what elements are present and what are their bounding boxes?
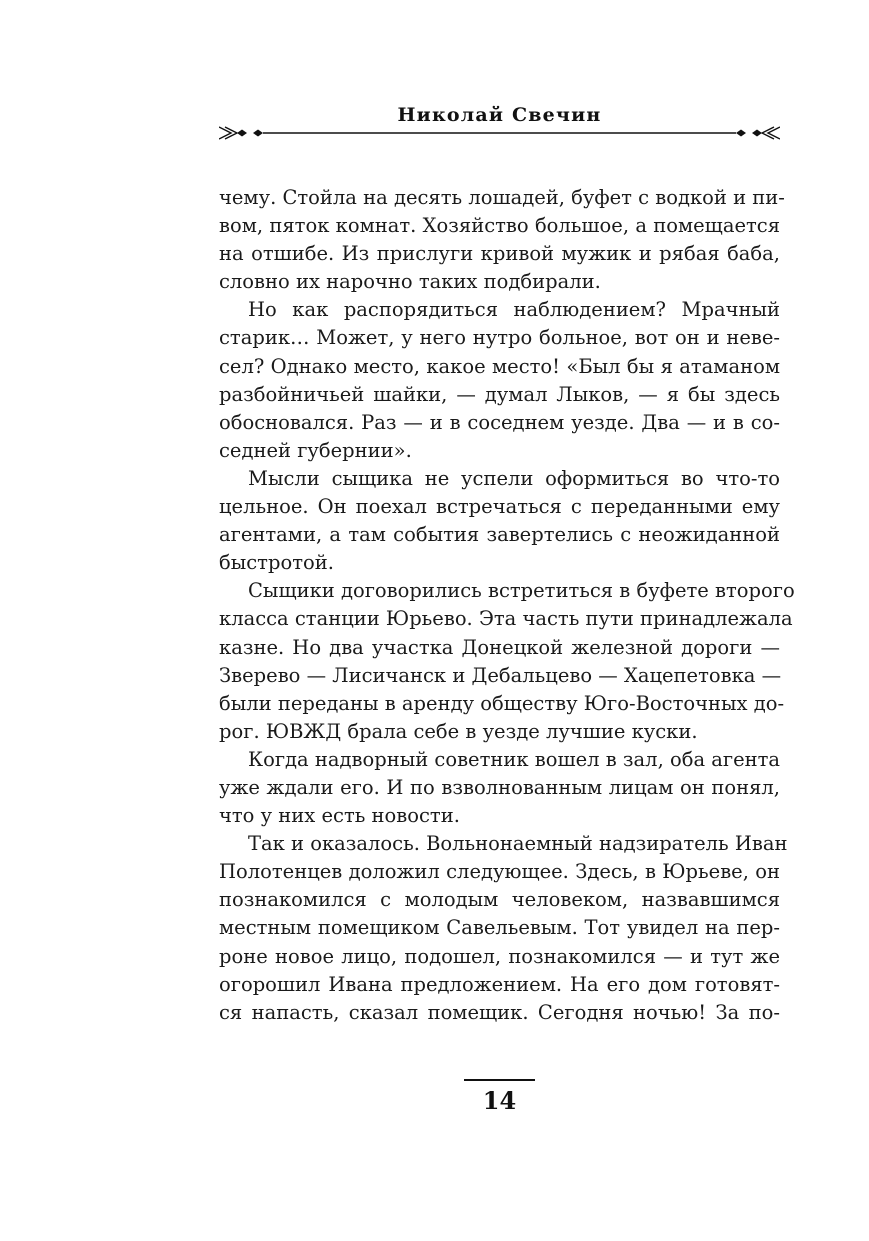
text-line: старик… Может, у него нутро больное, вот он и неве- [219, 326, 780, 350]
text-line: роне новое лицо, подошел, познакомился — и тут же [219, 944, 780, 968]
text-line: седней губернии». [219, 438, 412, 462]
paragraph [219, 830, 788, 1027]
ornament-left-diamond-icon [237, 130, 247, 137]
text-line: словно их нарочно таких подбирали. [219, 270, 601, 294]
body-text [219, 184, 795, 1027]
text-line: рог. ЮВЖД брала себе в уезде лучшие куски. [219, 719, 698, 743]
text-line: вом, пяток комнат. Хозяйство большое, а помещается [219, 214, 780, 238]
text-line: Так и оказалось. Вольнонаемный надзиратель Иван [248, 832, 788, 856]
text-line: казне. Но два участка Донецкой железной дороги — [219, 635, 780, 659]
page-number: 14 [482, 1086, 517, 1115]
ornament-left-diamond-icon [253, 130, 263, 137]
ornament-left-arrow-icon [219, 127, 237, 139]
text-line: Сыщики договорились встретиться в буфете второго [248, 579, 795, 603]
text-line: обосновался. Раз — и в соседнем уезде. Два — и в со- [219, 410, 780, 434]
ornament-right-diamond-icon [736, 130, 746, 137]
text-line: Когда надворный советник вошел в зал, оба агента [248, 747, 781, 771]
paragraph [219, 465, 780, 577]
text-line: цельное. Он поехал встречаться с переданными ему [219, 495, 780, 519]
text-line: были переданы в аренду обществу Юго-Восточных до- [219, 691, 785, 715]
folio-rule [464, 1079, 535, 1081]
header-ornament-rule [219, 122, 780, 144]
text-line: Мысли сыщика не успели оформиться во что-то [248, 466, 780, 490]
text-line: Но как распорядиться наблюдением? Мрачный [248, 298, 780, 322]
paragraph [219, 746, 780, 830]
text-line: Полотенцев доложил следующее. Здесь, в Юрьеве, он [219, 860, 780, 884]
text-line: что у них есть новости. [219, 804, 460, 828]
text-line: агентами, а там события завертелись с неожиданной [219, 523, 780, 547]
text-line: сел? Однако место, какое место! «Был бы я атаманом [219, 354, 780, 378]
text-line: разбойничьей шайки, — думал Лыков, — я бы здесь [219, 382, 780, 406]
running-head-author: Николай Свечин [397, 104, 602, 126]
text-line: быстротой. [219, 551, 334, 575]
paragraph [219, 577, 795, 746]
paragraph [219, 184, 785, 296]
text-line: местным помещиком Савельевым. Тот увидел на пер- [219, 916, 780, 940]
text-line: на отшибе. Из прислуги кривой мужик и рябая баба, [219, 242, 780, 266]
text-line: ся напасть, сказал помещик. Сегодня ночью! За по- [219, 1000, 780, 1024]
text-line: класса станции Юрьево. Эта часть пути принадлежала [219, 607, 793, 631]
text-line: уже ждали его. И по взволнованным лицам он понял, [219, 775, 780, 799]
paragraph [219, 296, 780, 465]
text-line: Зверево — Лисичанск и Дебальцево — Хацепетовка — [219, 663, 782, 687]
text-line: чему. Стойла на десять лошадей, буфет с водкой и пи- [219, 186, 785, 209]
ornament-right-arrow-icon [762, 127, 780, 139]
text-line: огорошил Ивана предложением. На его дом готовят- [219, 972, 780, 996]
text-line: познакомился с молодым человеком, назвавшимся [219, 888, 780, 912]
